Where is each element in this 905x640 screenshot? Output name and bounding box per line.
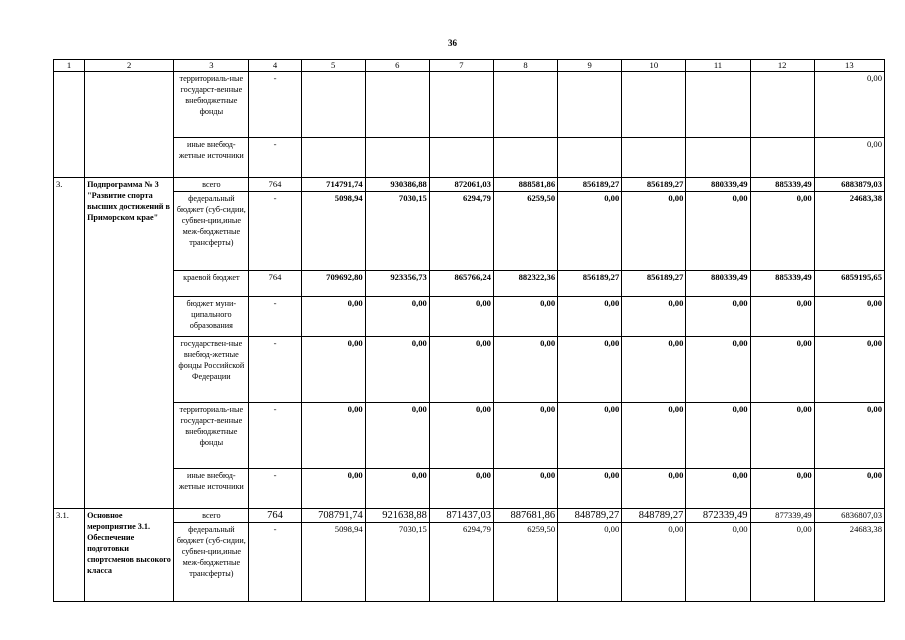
value-cell: 0,00 bbox=[301, 337, 365, 403]
value-cell bbox=[365, 72, 429, 138]
funding-source-cell: всего bbox=[174, 509, 249, 523]
total-cell: 24683,38 bbox=[814, 192, 884, 271]
value-cell bbox=[686, 138, 750, 178]
value-cell: 0,00 bbox=[365, 297, 429, 337]
value-cell: 0,00 bbox=[750, 337, 814, 403]
program-name-cell bbox=[85, 72, 174, 178]
table-row bbox=[54, 192, 885, 271]
table-row bbox=[54, 178, 885, 192]
value-cell: 6259,50 bbox=[493, 523, 557, 602]
value-cell: 0,00 bbox=[558, 337, 622, 403]
code-cell: 764 bbox=[249, 178, 301, 192]
value-cell: 6294,79 bbox=[429, 523, 493, 602]
table-row bbox=[54, 271, 885, 297]
code-cell: 764 bbox=[249, 509, 301, 523]
value-cell: 0,00 bbox=[493, 469, 557, 509]
value-cell: 0,00 bbox=[622, 337, 686, 403]
code-cell: - bbox=[249, 297, 301, 337]
row-number-cell: 3.1. bbox=[54, 509, 85, 602]
table-row bbox=[54, 138, 885, 178]
value-cell: 0,00 bbox=[493, 297, 557, 337]
total-cell: 0,00 bbox=[814, 297, 884, 337]
budget-table bbox=[53, 59, 885, 602]
funding-source-cell: иные внебюд-жетные источники bbox=[174, 138, 249, 178]
column-header: 11 bbox=[686, 60, 750, 72]
value-cell bbox=[558, 72, 622, 138]
value-cell bbox=[686, 72, 750, 138]
value-cell: 5098,94 bbox=[301, 192, 365, 271]
value-cell: 7030,15 bbox=[365, 192, 429, 271]
program-name-cell: Основное мероприятие 3.1. Обеспечение подготовки спортсменов высокого класса bbox=[85, 509, 174, 602]
value-cell: 0,00 bbox=[750, 469, 814, 509]
value-cell: 6294,79 bbox=[429, 192, 493, 271]
total-cell: 0,00 bbox=[814, 469, 884, 509]
value-cell: 0,00 bbox=[558, 469, 622, 509]
funding-source-cell: иные внебюд-жетные источники bbox=[174, 469, 249, 509]
value-cell: 0,00 bbox=[365, 469, 429, 509]
value-cell: 887681,86 bbox=[493, 509, 557, 523]
page-number: 36 bbox=[448, 38, 457, 48]
total-cell: 6836807,03 bbox=[814, 509, 884, 523]
column-header: 3 bbox=[174, 60, 249, 72]
value-cell: 930386,88 bbox=[365, 178, 429, 192]
column-header: 1 bbox=[54, 60, 85, 72]
value-cell: 0,00 bbox=[429, 297, 493, 337]
column-header: 4 bbox=[249, 60, 301, 72]
column-header: 9 bbox=[558, 60, 622, 72]
value-cell: 0,00 bbox=[365, 337, 429, 403]
value-cell: 0,00 bbox=[429, 403, 493, 469]
value-cell: 0,00 bbox=[301, 297, 365, 337]
value-cell: 885339,49 bbox=[750, 178, 814, 192]
table-row bbox=[54, 469, 885, 509]
value-cell: 0,00 bbox=[622, 469, 686, 509]
value-cell bbox=[365, 138, 429, 178]
funding-source-cell: федеральный бюджет (суб-сидии, субвен-ции,иные меж-бюджетные трансферты) bbox=[174, 192, 249, 271]
funding-source-cell: территориаль-ные государст-венные внебюджетные фонды bbox=[174, 72, 249, 138]
value-cell: 923356,73 bbox=[365, 271, 429, 297]
column-number-row bbox=[54, 60, 885, 72]
value-cell: 872339,49 bbox=[686, 509, 750, 523]
value-cell: 856189,27 bbox=[622, 178, 686, 192]
value-cell: 0,00 bbox=[429, 337, 493, 403]
value-cell: 0,00 bbox=[750, 192, 814, 271]
value-cell: 921638,88 bbox=[365, 509, 429, 523]
funding-source-cell: федеральный бюджет (суб-сидии, субвен-ции,иные меж-бюджетные трансферты) bbox=[174, 523, 249, 602]
funding-source-cell: краевой бюджет bbox=[174, 271, 249, 297]
value-cell bbox=[493, 72, 557, 138]
value-cell: 856189,27 bbox=[558, 178, 622, 192]
code-cell: - bbox=[249, 403, 301, 469]
value-cell: 888581,86 bbox=[493, 178, 557, 192]
value-cell: 0,00 bbox=[622, 523, 686, 602]
table-row bbox=[54, 403, 885, 469]
value-cell: 848789,27 bbox=[622, 509, 686, 523]
column-header: 10 bbox=[622, 60, 686, 72]
value-cell: 0,00 bbox=[686, 403, 750, 469]
table-row bbox=[54, 297, 885, 337]
column-header: 8 bbox=[493, 60, 557, 72]
value-cell: 0,00 bbox=[558, 403, 622, 469]
value-cell bbox=[558, 138, 622, 178]
value-cell: 882322,36 bbox=[493, 271, 557, 297]
code-cell: 764 bbox=[249, 271, 301, 297]
code-cell: - bbox=[249, 337, 301, 403]
value-cell: 856189,27 bbox=[622, 271, 686, 297]
funding-source-cell: территориаль-ные государст-венные внебюджетные фонды bbox=[174, 403, 249, 469]
value-cell: 877339,49 bbox=[750, 509, 814, 523]
column-header: 2 bbox=[85, 60, 174, 72]
total-cell: 0,00 bbox=[814, 337, 884, 403]
code-cell: - bbox=[249, 523, 301, 602]
value-cell: 0,00 bbox=[750, 297, 814, 337]
row-number-cell bbox=[54, 72, 85, 178]
funding-source-cell: всего bbox=[174, 178, 249, 192]
total-cell: 0,00 bbox=[814, 138, 884, 178]
value-cell: 0,00 bbox=[622, 192, 686, 271]
code-cell: - bbox=[249, 72, 301, 138]
value-cell bbox=[750, 138, 814, 178]
value-cell: 880339,49 bbox=[686, 178, 750, 192]
value-cell bbox=[301, 72, 365, 138]
row-number-cell: 3. bbox=[54, 178, 85, 509]
value-cell: 0,00 bbox=[493, 337, 557, 403]
value-cell: 6259,50 bbox=[493, 192, 557, 271]
value-cell: 872061,03 bbox=[429, 178, 493, 192]
column-header: 13 bbox=[814, 60, 884, 72]
funding-source-cell: бюджет муни-ципального образования bbox=[174, 297, 249, 337]
code-cell: - bbox=[249, 192, 301, 271]
value-cell bbox=[750, 72, 814, 138]
column-header: 7 bbox=[429, 60, 493, 72]
value-cell: 0,00 bbox=[686, 523, 750, 602]
value-cell: 0,00 bbox=[750, 523, 814, 602]
code-cell: - bbox=[249, 469, 301, 509]
value-cell: 0,00 bbox=[750, 403, 814, 469]
value-cell: 0,00 bbox=[301, 469, 365, 509]
value-cell: 0,00 bbox=[686, 297, 750, 337]
table-row bbox=[54, 523, 885, 602]
value-cell: 0,00 bbox=[365, 403, 429, 469]
table-row bbox=[54, 337, 885, 403]
value-cell: 871437,03 bbox=[429, 509, 493, 523]
value-cell bbox=[493, 138, 557, 178]
total-cell: 0,00 bbox=[814, 72, 884, 138]
value-cell: 7030,15 bbox=[365, 523, 429, 602]
value-cell: 0,00 bbox=[558, 297, 622, 337]
code-cell: - bbox=[249, 138, 301, 178]
total-cell: 6883879,03 bbox=[814, 178, 884, 192]
value-cell: 0,00 bbox=[686, 469, 750, 509]
value-cell: 0,00 bbox=[558, 192, 622, 271]
total-cell: 0,00 bbox=[814, 403, 884, 469]
value-cell: 708791,74 bbox=[301, 509, 365, 523]
column-header: 6 bbox=[365, 60, 429, 72]
value-cell bbox=[301, 138, 365, 178]
value-cell: 856189,27 bbox=[558, 271, 622, 297]
value-cell bbox=[429, 138, 493, 178]
value-cell: 0,00 bbox=[493, 403, 557, 469]
value-cell: 0,00 bbox=[558, 523, 622, 602]
funding-source-cell: государствен-ные внебюд-жетные фонды Российской Федерации bbox=[174, 337, 249, 403]
table-row bbox=[54, 72, 885, 138]
value-cell: 0,00 bbox=[686, 337, 750, 403]
total-cell: 6859195,65 bbox=[814, 271, 884, 297]
value-cell bbox=[622, 138, 686, 178]
value-cell bbox=[622, 72, 686, 138]
value-cell: 714791,74 bbox=[301, 178, 365, 192]
value-cell: 848789,27 bbox=[558, 509, 622, 523]
value-cell: 0,00 bbox=[622, 297, 686, 337]
value-cell: 0,00 bbox=[622, 403, 686, 469]
total-cell: 24683,38 bbox=[814, 523, 884, 602]
program-name-cell: Подпрограмма № 3 "Развитие спорта высших достижений в Приморском крае" bbox=[85, 178, 174, 509]
column-header: 12 bbox=[750, 60, 814, 72]
value-cell: 0,00 bbox=[301, 403, 365, 469]
value-cell: 865766,24 bbox=[429, 271, 493, 297]
value-cell: 709692,80 bbox=[301, 271, 365, 297]
value-cell: 0,00 bbox=[429, 469, 493, 509]
value-cell: 0,00 bbox=[686, 192, 750, 271]
value-cell: 885339,49 bbox=[750, 271, 814, 297]
value-cell: 5098,94 bbox=[301, 523, 365, 602]
value-cell bbox=[429, 72, 493, 138]
column-header: 5 bbox=[301, 60, 365, 72]
table-row bbox=[54, 509, 885, 523]
value-cell: 880339,49 bbox=[686, 271, 750, 297]
